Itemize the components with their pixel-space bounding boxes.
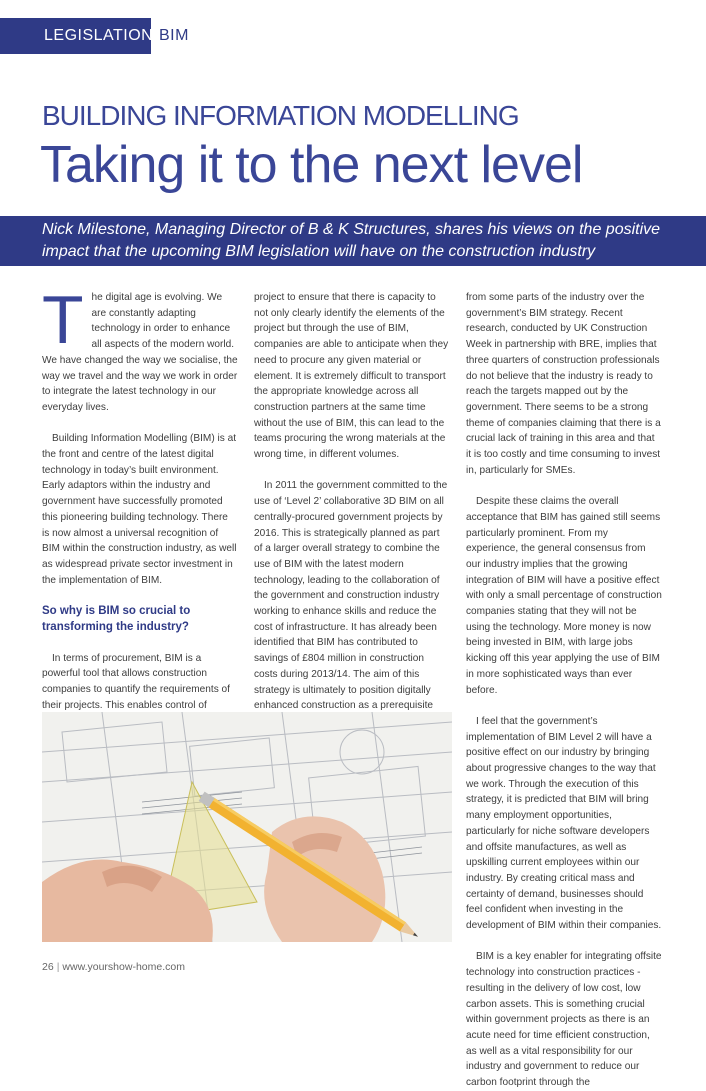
section-subtag: BIM: [159, 27, 189, 44]
page-footer: [42, 961, 185, 973]
article-photo: [42, 712, 452, 942]
article-column-2: [254, 290, 450, 761]
body-paragraph: BIM is a key enabler for integrating offsite technology into construction practices - resulting in the delivery of low cost, low carbon assets. This is something crucial within government projects as there is an acute need for time efficient construction, as well as a vital responsibility for our industry and government to reduce our carbon footprint through the: [466, 951, 662, 1089]
body-paragraph: In terms of procurement, BIM is a powerful tool that allows construction companies to quantify the requirements of their projects. This enables control of: [42, 652, 230, 711]
body-paragraph: [42, 282, 238, 416]
footer-url: www.yourshow-home.com: [62, 961, 185, 973]
body-paragraph: from some parts of the industry over the government’s BIM strategy. Recent research, conducted by UK Construction Week in partnership with BRE, implies that three quarters of construction professionals do not believe that the industry is ready to reach the targets mapped out by the government. There seems to be a strong theme of companies claiming that there is a crucial lack of training in this area and that it is too costly and time consuming to invest in, particularly for SMEs.: [466, 292, 661, 476]
article-headline: Taking it to the next level: [40, 136, 583, 194]
article-subheading: So why is BIM so crucial to transforming the industry?: [42, 605, 191, 633]
footer-separator: |: [56, 961, 60, 973]
article-column-1: [42, 282, 238, 776]
article-standfirst: Nick Milestone, Managing Director of B & K Structures, shares his views on the positive impact that the upcoming BIM legislation will have on the construction industry: [42, 221, 661, 260]
body-paragraph: project to ensure that there is capacity to not only clearly identify the elements of the project but through the use of BIM, companies are able to anticipate when they need to procure any given material or element. It is extremely difficult to transport the appropriate knowledge across all construction partners at the same time without the use of BIM, this can lead to the teams procuring the wrong materials at the wrong time, in different volumes.: [254, 292, 449, 461]
drop-cap: T: [42, 282, 84, 358]
body-paragraph: In 2011 the government committed to the use of ‘Level 2’ collaborative 3D BIM on all centrally-procured government projects by 2016. This is strategically planned as part of a larger overall strategy to combine the use of BIM with the latest modern technology, leading to the collaboration of the government and construction industry working to enhance skills and reduce the cost of infrastructure. It has already been identified that BIM has contributed to savings of £804 million in construction costs during 2013/14. The aim of this strategy is ultimately to position digitally enhanced construction as a prerequisite: [254, 480, 448, 712]
paragraph-text: he digital age is evolving. We are constantly adapting technology in order to enhance all aspects of the modern world. We have changed the way we socialise, the way we travel and the way we work in order to integrate the latest technology in our everyday lives.: [42, 292, 238, 413]
page-number: 26: [42, 961, 54, 973]
article-kicker: BUILDING INFORMATION MODELLING: [42, 100, 519, 131]
body-paragraph: Despite these claims the overall acceptance that BIM has gained still seems particularly prominent. From my experience, the general consensus from our industry implies that the growing integration of BIM will have a positive effect with only a small percentage of construction companies stating that they will not be using the technology. More money is now being invested in BIM, with large jobs kicking off this year applying the use of BIM in more sophisticated ways than ever before.: [466, 496, 662, 696]
section-tag: LEGISLATION: [0, 18, 151, 54]
article-column-3: [466, 290, 662, 1091]
blueprint-with-pencil-illustration: [42, 712, 452, 942]
body-paragraph: Building Information Modelling (BIM) is at the front and centre of the latest digital technology in today’s built environment. Early adaptors within the industry and government have successfully promoted this pioneering building technology. There is now almost a universal recognition of BIM within the construction industry, as well as widespread private sector investment in the implementation of BIM.: [42, 433, 237, 586]
body-paragraph: I feel that the government’s implementation of BIM Level 2 will have a positive effect on our industry by bringing about progressive changes to the way that we work. Through the execution of this strategy, it is predicted that BIM will bring many employment opportunities, particularly for niche software developers and offsite manufactures, as well as upskilling current employees within our industry. By creating critical mass and certainty of demand, businesses should feel confident when investing in the development of BIM within their companies.: [466, 715, 662, 932]
section-header: [0, 18, 189, 54]
